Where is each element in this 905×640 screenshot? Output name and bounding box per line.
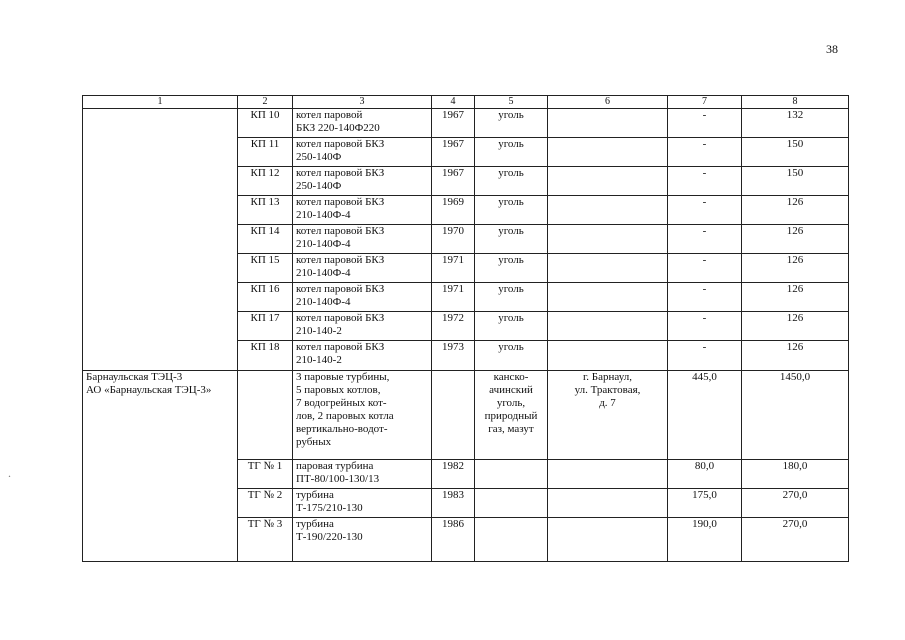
station-fuel-line: уголь, bbox=[496, 397, 526, 409]
address bbox=[548, 341, 668, 371]
unit-description-line: 210-140-2 bbox=[296, 325, 342, 337]
station-fuel-line: природный bbox=[484, 410, 538, 422]
unit-description bbox=[293, 312, 432, 341]
unit-description-line: паровая турбина bbox=[296, 460, 374, 472]
fuel-type: уголь bbox=[475, 283, 548, 312]
unit-description-line: котел паровой bbox=[296, 109, 363, 121]
col7-value: 80,0 bbox=[668, 460, 742, 489]
commission-year: 1967 bbox=[432, 138, 475, 167]
col8-value: 126 bbox=[742, 254, 849, 283]
commission-year: 1972 bbox=[432, 312, 475, 341]
unit-description bbox=[293, 109, 432, 138]
unit-description bbox=[293, 518, 432, 562]
unit-code: КП 12 bbox=[238, 167, 293, 196]
col7-value: - bbox=[668, 341, 742, 371]
address bbox=[548, 489, 668, 518]
unit-code: КП 17 bbox=[238, 312, 293, 341]
fuel-type bbox=[475, 489, 548, 518]
unit-description bbox=[293, 167, 432, 196]
col8-value: 150 bbox=[742, 138, 849, 167]
header-cell: 3 bbox=[293, 96, 432, 109]
col8-value: 126 bbox=[742, 225, 849, 254]
unit-description bbox=[293, 489, 432, 518]
header-cell: 2 bbox=[238, 96, 293, 109]
unit-description-line: ПТ-80/100-130/13 bbox=[296, 473, 380, 485]
unit-code: КП 13 bbox=[238, 196, 293, 225]
station-address bbox=[548, 371, 668, 460]
col8-value: 126 bbox=[742, 196, 849, 225]
station-fuel-line: газ, мазут bbox=[488, 423, 534, 435]
unit-description bbox=[293, 283, 432, 312]
commission-year: 1967 bbox=[432, 109, 475, 138]
address bbox=[548, 312, 668, 341]
unit-description bbox=[293, 138, 432, 167]
station-row bbox=[83, 371, 849, 460]
address bbox=[548, 225, 668, 254]
station-fuel-line: ачинский bbox=[489, 384, 533, 396]
unit-description bbox=[293, 460, 432, 489]
header-cell: 4 bbox=[432, 96, 475, 109]
commission-year: 1973 bbox=[432, 341, 475, 371]
header-cell: 1 bbox=[83, 96, 238, 109]
unit-description bbox=[293, 254, 432, 283]
col8-value: 126 bbox=[742, 312, 849, 341]
unit-description-line: 210-140Ф-4 bbox=[296, 209, 351, 221]
col7-value: - bbox=[668, 167, 742, 196]
commission-year: 1983 bbox=[432, 489, 475, 518]
unit-description-line: котел паровой БКЗ bbox=[296, 254, 385, 266]
unit-code: КП 16 bbox=[238, 283, 293, 312]
station-cell-empty bbox=[83, 109, 238, 371]
col7-value: - bbox=[668, 312, 742, 341]
fuel-type: уголь bbox=[475, 341, 548, 371]
address bbox=[548, 283, 668, 312]
unit-description-line: БКЗ 220-140Ф220 bbox=[296, 122, 380, 134]
col7-value: - bbox=[668, 138, 742, 167]
station-description-line: 7 водогрейных кот- bbox=[296, 397, 387, 409]
station-fuel-line: канско- bbox=[493, 371, 529, 383]
station-description bbox=[293, 371, 432, 460]
col8-value: 132 bbox=[742, 109, 849, 138]
col7-value: - bbox=[668, 196, 742, 225]
fuel-type: уголь bbox=[475, 225, 548, 254]
col8-value: 126 bbox=[742, 341, 849, 371]
commission-year: 1971 bbox=[432, 283, 475, 312]
col8-value: 126 bbox=[742, 283, 849, 312]
fuel-type: уголь bbox=[475, 254, 548, 283]
fuel-type bbox=[475, 460, 548, 489]
commission-year: 1967 bbox=[432, 167, 475, 196]
col8-value: 180,0 bbox=[742, 460, 849, 489]
fuel-type bbox=[475, 518, 548, 562]
col8-value: 1450,0 bbox=[742, 371, 849, 460]
address bbox=[548, 196, 668, 225]
unit-description-line: котел паровой БКЗ bbox=[296, 167, 385, 179]
station-name bbox=[83, 371, 238, 562]
col7-value: 175,0 bbox=[668, 489, 742, 518]
unit-description bbox=[293, 225, 432, 254]
equipment-table bbox=[82, 95, 849, 562]
address bbox=[548, 167, 668, 196]
unit-code: КП 10 bbox=[238, 109, 293, 138]
col7-value: - bbox=[668, 283, 742, 312]
commission-year: 1969 bbox=[432, 196, 475, 225]
station-description-line: рубных bbox=[296, 436, 332, 448]
header-row bbox=[83, 96, 849, 109]
unit-description-line: 210-140Ф-4 bbox=[296, 238, 351, 250]
unit-description-line: 210-140Ф-4 bbox=[296, 296, 351, 308]
header-cell: 5 bbox=[475, 96, 548, 109]
unit-description-line: котел паровой БКЗ bbox=[296, 283, 385, 295]
unit-description-line: турбина bbox=[296, 489, 334, 501]
address bbox=[548, 254, 668, 283]
unit-code: КП 15 bbox=[238, 254, 293, 283]
unit-description-line: 250-140Ф bbox=[296, 180, 342, 192]
unit-description-line: Т-175/210-130 bbox=[296, 502, 363, 514]
unit-code: КП 11 bbox=[238, 138, 293, 167]
station-description-line: вертикально-водот- bbox=[296, 423, 388, 435]
fuel-type: уголь bbox=[475, 138, 548, 167]
unit-code: КП 14 bbox=[238, 225, 293, 254]
header-cell: 6 bbox=[548, 96, 668, 109]
col7-value: 190,0 bbox=[668, 518, 742, 562]
station-address-line: ул. Трактовая, bbox=[574, 384, 641, 396]
unit-description-line: котел паровой БКЗ bbox=[296, 138, 385, 150]
unit-code: ТГ № 2 bbox=[238, 489, 293, 518]
fuel-type: уголь bbox=[475, 109, 548, 138]
address bbox=[548, 109, 668, 138]
station-address-line: г. Барнаул, bbox=[583, 371, 632, 383]
header-cell: 7 bbox=[668, 96, 742, 109]
commission-year bbox=[432, 371, 475, 460]
header-cell: 8 bbox=[742, 96, 849, 109]
commission-year: 1982 bbox=[432, 460, 475, 489]
fuel-type: уголь bbox=[475, 196, 548, 225]
unit-description bbox=[293, 196, 432, 225]
col8-value: 270,0 bbox=[742, 489, 849, 518]
station-address-line: д. 7 bbox=[599, 397, 616, 409]
col7-value: - bbox=[668, 109, 742, 138]
fuel-type: уголь bbox=[475, 167, 548, 196]
unit-description-line: котел паровой БКЗ bbox=[296, 312, 385, 324]
stray-mark: . bbox=[8, 466, 11, 480]
unit-description-line: 210-140-2 bbox=[296, 354, 342, 366]
unit-code: ТГ № 1 bbox=[238, 460, 293, 489]
station-description-line: лов, 2 паровых котла bbox=[296, 410, 394, 422]
col8-value: 270,0 bbox=[742, 518, 849, 562]
address bbox=[548, 138, 668, 167]
commission-year: 1970 bbox=[432, 225, 475, 254]
unit-description-line: 210-140Ф-4 bbox=[296, 267, 351, 279]
col7-value: - bbox=[668, 225, 742, 254]
station-name-line: Барнаульская ТЭЦ-3 bbox=[86, 371, 183, 383]
unit-description-line: 250-140Ф bbox=[296, 151, 342, 163]
col7-value: - bbox=[668, 254, 742, 283]
unit-description-line: котел паровой БКЗ bbox=[296, 225, 385, 237]
col7-value: 445,0 bbox=[668, 371, 742, 460]
unit-description-line: котел паровой БКЗ bbox=[296, 196, 385, 208]
unit-description-line: котел паровой БКЗ bbox=[296, 341, 385, 353]
unit-code bbox=[238, 371, 293, 460]
station-fuel bbox=[475, 371, 548, 460]
fuel-type: уголь bbox=[475, 312, 548, 341]
commission-year: 1971 bbox=[432, 254, 475, 283]
boiler-row bbox=[83, 109, 849, 138]
unit-code: КП 18 bbox=[238, 341, 293, 371]
station-name-line: АО «Барнаульская ТЭЦ-3» bbox=[86, 384, 212, 396]
page-number: 38 bbox=[826, 42, 838, 56]
address bbox=[548, 460, 668, 489]
unit-code: ТГ № 3 bbox=[238, 518, 293, 562]
commission-year: 1986 bbox=[432, 518, 475, 562]
col8-value: 150 bbox=[742, 167, 849, 196]
unit-description bbox=[293, 341, 432, 371]
unit-description-line: Т-190/220-130 bbox=[296, 531, 363, 543]
station-description-line: 5 паровых котлов, bbox=[296, 384, 381, 396]
address bbox=[548, 518, 668, 562]
station-description-line: 3 паровые турбины, bbox=[296, 371, 390, 383]
unit-description-line: турбина bbox=[296, 518, 334, 530]
